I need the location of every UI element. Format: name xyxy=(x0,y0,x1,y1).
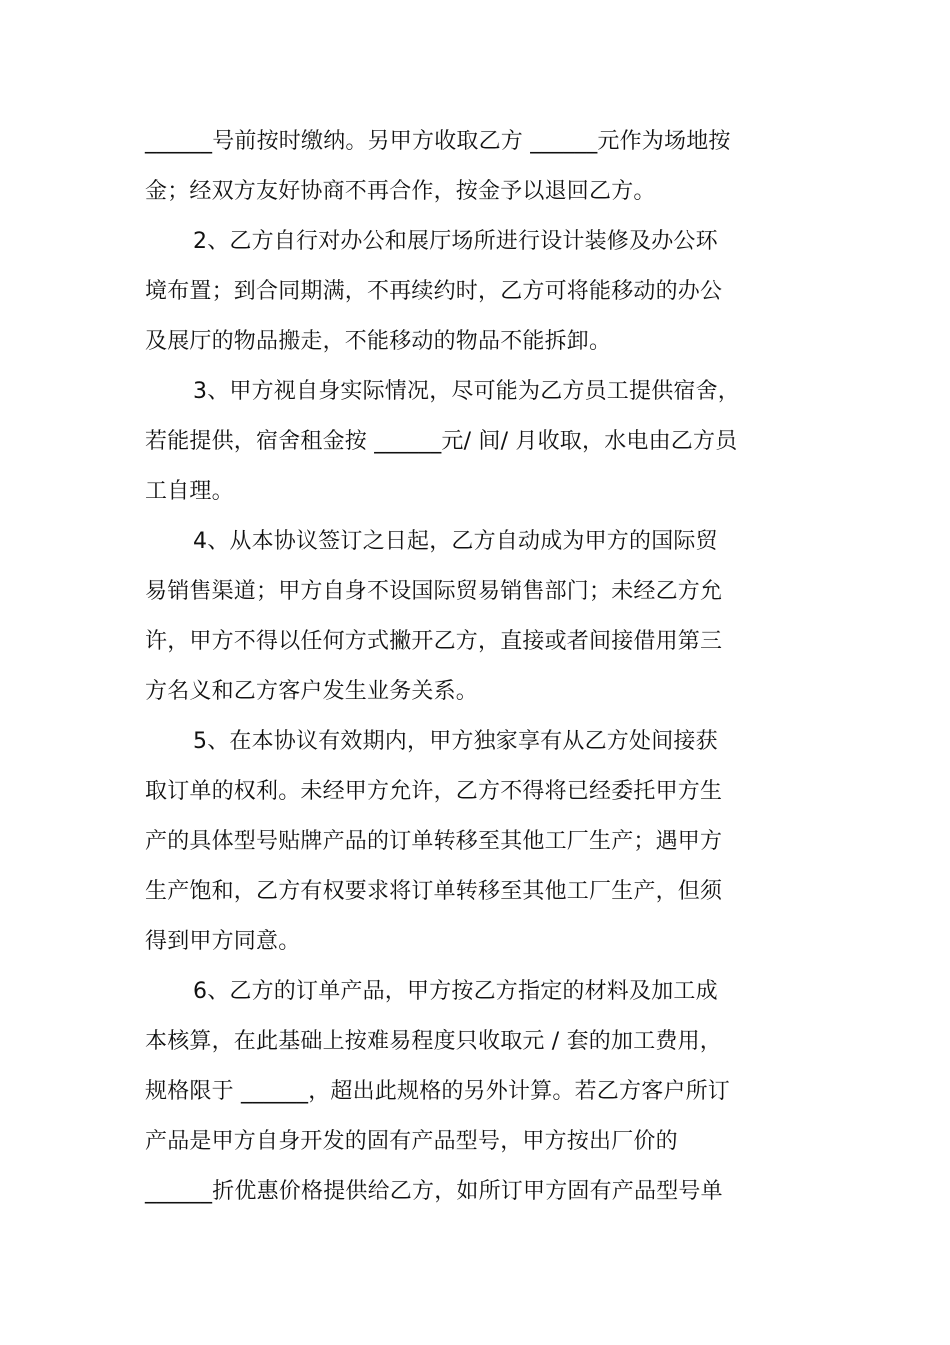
clause-5-line-3: 产的具体型号贴牌产品的订单转移至其他工厂生产；遇甲方 xyxy=(145,829,723,854)
clause-6-line-3: 规格限于 ______，超出此规格的另外计算。若乙方客户所订 xyxy=(145,1079,730,1104)
clause-4-line-3: 许，甲方不得以任何方式撇开乙方，直接或者间接借用第三 xyxy=(145,629,723,654)
clause-6-line-4: 产品是甲方自身开发的固有产品型号，甲方按出厂价的 xyxy=(145,1129,678,1154)
clause-6-line-1: 6、乙方的订单产品，甲方按乙方指定的材料及加工成 xyxy=(193,979,718,1004)
clause-3-line-3: 工自理。 xyxy=(145,479,234,504)
clause-6-line-2: 本核算，在此基础上按难易程度只收取元 / 套的加工费用， xyxy=(145,1029,723,1054)
clause-6-line-5: ______折优惠价格提供给乙方，如所订甲方固有产品型号单 xyxy=(145,1179,723,1204)
clause-4-line-4: 方名义和乙方客户发生业务关系。 xyxy=(145,679,479,704)
paragraph-1-line-2: 金；经双方友好协商不再合作，按金予以退回乙方。 xyxy=(145,179,656,204)
clause-3-line-2: 若能提供，宿舍租金按 ______元/ 间/ 月收取，水电由乙方员 xyxy=(145,429,738,454)
clause-2-line-2: 境布置；到合同期满，不再续约时，乙方可将能移动的办公 xyxy=(145,279,723,304)
clause-2-line-1: 2、乙方自行对办公和展厅场所进行设计装修及办公环 xyxy=(193,229,718,254)
clause-3-line-1: 3、甲方视自身实际情况，尽可能为乙方员工提供宿舍， xyxy=(193,379,740,404)
clause-2-line-3: 及展厅的物品搬走，不能移动的物品不能拆卸。 xyxy=(145,329,612,354)
paragraph-1-line-1: ______号前按时缴纳。另甲方收取乙方 ______元作为场地按 xyxy=(145,129,731,154)
clause-4-line-2: 易销售渠道；甲方自身不设国际贸易销售部门；未经乙方允 xyxy=(145,579,723,604)
clause-5-line-2: 取订单的权利。未经甲方允许，乙方不得将已经委托甲方生 xyxy=(145,779,723,804)
clause-5-line-5: 得到甲方同意。 xyxy=(145,929,301,954)
clause-4-line-1: 4、从本协议签订之日起，乙方自动成为甲方的国际贸 xyxy=(193,529,718,554)
clause-5-line-1: 5、在本协议有效期内，甲方独家享有从乙方处间接获 xyxy=(193,729,718,754)
clause-5-line-4: 生产饱和，乙方有权要求将订单转移至其他工厂生产，但须 xyxy=(145,879,723,904)
